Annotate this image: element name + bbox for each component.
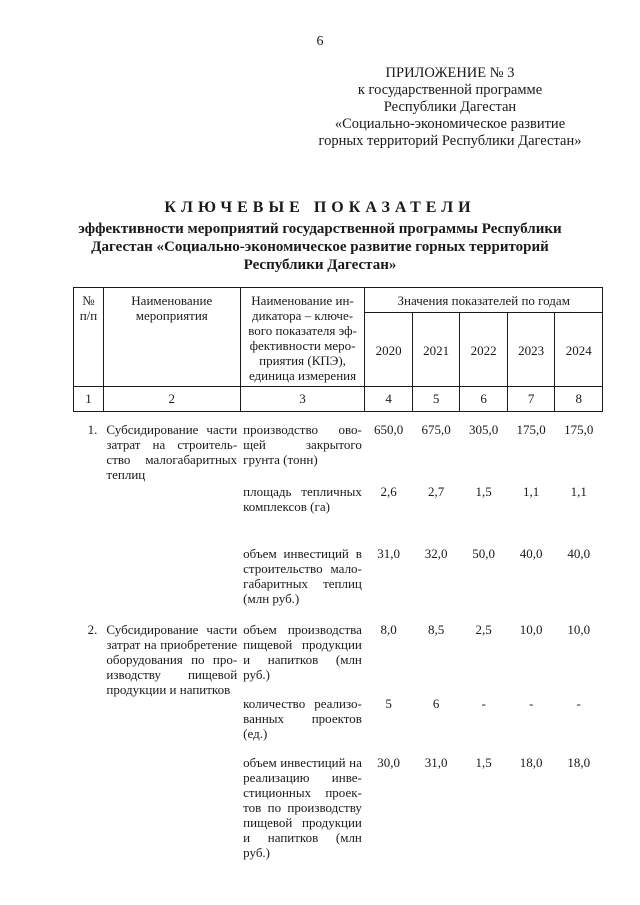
indicator-value: 305,0 [469, 422, 499, 437]
table-row [74, 412, 603, 471]
indicator-value: 175,0 [564, 422, 594, 437]
indicator-value: 2,7 [428, 484, 445, 499]
header-year: 2020 [365, 313, 413, 387]
indicator-value: 32,0 [424, 546, 448, 561]
indicator-value: 2,6 [380, 484, 397, 499]
indicator-value: 1,5 [475, 755, 492, 770]
indicator-name: объем инвестиций в строительство мало-габаритных теплиц (млн руб.) [243, 546, 362, 606]
page-number: 6 [316, 34, 324, 49]
title-line: Дагестан «Социально-экономическое развитие горных территорий [91, 239, 549, 255]
row-number: 2. [87, 622, 98, 637]
column-number: 8 [555, 387, 603, 412]
indicator-value: 18,0 [567, 755, 591, 770]
activity-name: Субсидирование части затрат на строитель-ство малогабаритных теплиц [106, 422, 238, 482]
indicator-value: 40,0 [567, 546, 591, 561]
appendix-line: «Социально-экономическое развитие [334, 116, 566, 132]
title-line: эффективности мероприятий государственной программы Республики [78, 221, 562, 237]
header-year: 2021 [412, 313, 460, 387]
indicator-value: 5 [385, 696, 392, 711]
indicator-value: 50,0 [472, 546, 496, 561]
indicator-name: объем производства пищевой продукции и напитков (млн руб.) [243, 622, 362, 682]
row-number: 1. [87, 422, 98, 437]
header-activity: Наименование мероприятия [103, 288, 240, 387]
column-number: 5 [412, 387, 460, 412]
indicator-name: количество реализо-ванных проектов (ед.) [243, 696, 362, 741]
indicator-value: 18,0 [519, 755, 543, 770]
header-year: 2024 [555, 313, 603, 387]
indicator-name: площадь тепличных комплексов (га) [243, 484, 362, 514]
appendix-heading [300, 65, 600, 150]
indicator-name: объем инвестиций на реализацию инве-стиционных проек-тов по производству пищевой продукции и напитков (млн руб.) [243, 755, 362, 860]
indicator-value: 2,5 [475, 622, 492, 637]
header-number: № п/п [74, 288, 104, 387]
indicator-value: 30,0 [377, 755, 401, 770]
title-main: КЛЮЧЕВЫЕ ПОКАЗАТЕЛИ [164, 199, 476, 216]
appendix-line: Республики Дагестан [383, 99, 517, 115]
header-year: 2022 [460, 313, 508, 387]
indicator-value: 8,5 [428, 622, 445, 637]
column-number: 6 [460, 387, 508, 412]
indicator-value: 10,0 [519, 622, 543, 637]
header-year: 2023 [507, 313, 555, 387]
document-title [60, 198, 580, 274]
column-number: 7 [507, 387, 555, 412]
title-subtitle [60, 220, 580, 274]
indicator-value: 650,0 [374, 422, 404, 437]
column-number: 3 [240, 387, 365, 412]
indicator-value: 31,0 [424, 755, 448, 770]
indicator-value: - [576, 696, 581, 711]
indicator-value: 175,0 [516, 422, 546, 437]
indicator-value: 675,0 [421, 422, 451, 437]
header-values-by-year: Значения показателей по годам [365, 288, 603, 313]
activity-name: Субсидирование части затрат на приобретение оборудования по про-изводству пищевой продукции и напитков [106, 622, 238, 697]
indicator-value: 40,0 [519, 546, 543, 561]
indicator-value: - [528, 696, 534, 711]
title-line: Республики Дагестан» [243, 257, 397, 273]
indicator-value: - [481, 696, 486, 711]
column-number: 2 [103, 387, 240, 412]
indicator-name: производство ово-щей закрытого грунта (тонн) [243, 422, 362, 467]
column-number: 4 [365, 387, 413, 412]
appendix-line: к государственной программе [357, 82, 543, 98]
table-row [74, 620, 603, 694]
appendix-line: горных территорий Республики Дагестан» [318, 133, 582, 149]
indicator-value: 8,0 [380, 622, 397, 637]
indicator-value: 1,1 [570, 484, 587, 499]
indicator-value: 10,0 [567, 622, 591, 637]
column-number: 1 [74, 387, 104, 412]
indicator-value: 1,5 [475, 484, 492, 499]
indicator-value: 6 [432, 696, 440, 711]
indicator-value: 1,1 [523, 484, 540, 499]
appendix-line: ПРИЛОЖЕНИЕ № 3 [385, 65, 515, 81]
indicator-value: 31,0 [377, 546, 401, 561]
kpi-table [73, 287, 603, 863]
header-indicator: Наименование ин-дикатора – ключе-вого показателя эф-фективности меро-приятия (КПЭ), единица измерения [240, 288, 365, 387]
